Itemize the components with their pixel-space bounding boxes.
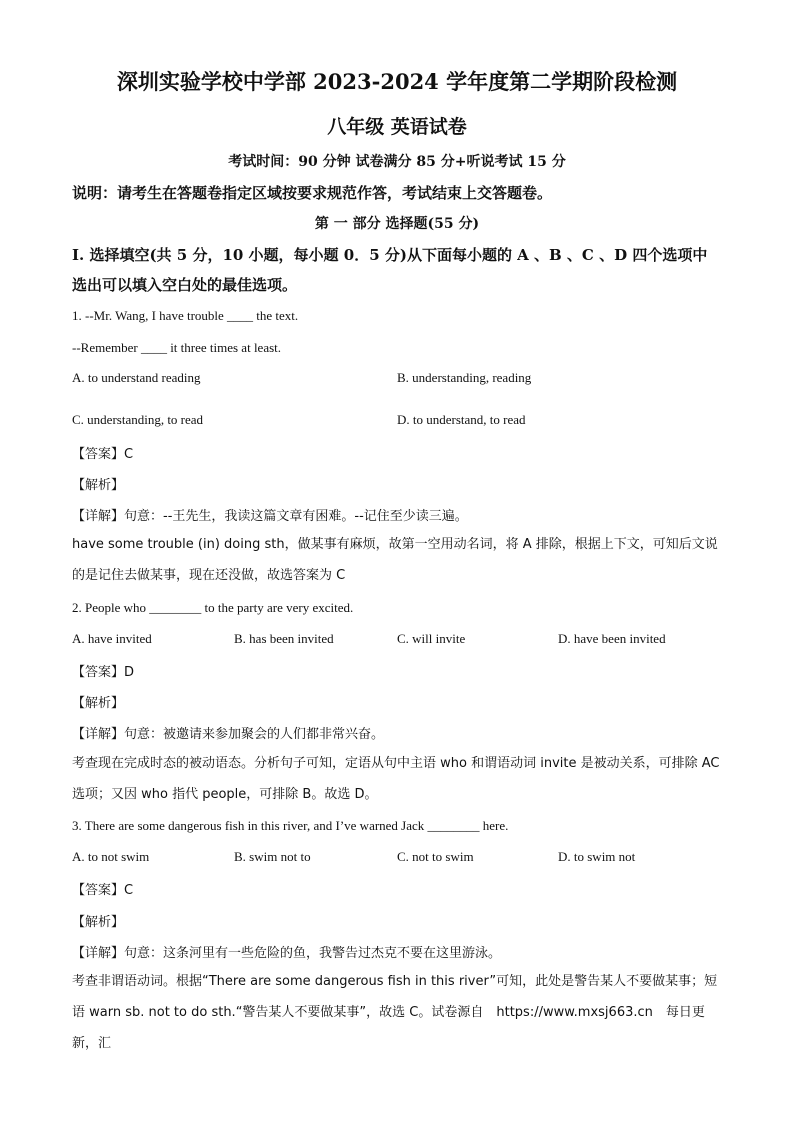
question-3-explanation: 考查非谓语动词。根据“There are some dangerous fish in this river”可知，此处是警告某人不要做某事；短语 warn sb. not to do sth.“警告某人不要做某事”，故选 C。试卷源自 https://www.mxsj663.cn 每日更新，汇 [72,974,718,1051]
question-2-option-c: C. will invite [397,631,466,646]
question-1-answer: 【答案】C [72,447,134,462]
question-3-option-a: A. to not swim [72,849,150,864]
question-3-option-c: C. not to swim [397,849,474,864]
section-heading-line2: 选出可以填入空白处的最佳选项。 [72,276,298,294]
question-3-stem: 3. There are some dangerous fish in this river, and I’ve warned Jack ________ here. [72,818,509,833]
question-2-stem: 2. People who ________ to the party are very excited. [72,600,354,615]
question-2-detail: 【详解】句意：被邀请来参加聚会的人们都非常兴奋。 [72,727,385,742]
question-1-stem-line1: 1. --Mr. Wang, I have trouble ____ the text. [72,308,299,323]
question-2-explanation: 考查现在完成时态的被动语态。分析句子可知，定语从句中主语 who 和谓语动词 invite 是被动关系，可排除 AC 选项；又因 who 指代 people，可排除 B。故选 D。 [72,756,720,802]
question-1-option-d: D. to understand, to read [397,412,526,427]
question-2-option-a: A. have invited [72,631,152,646]
question-1-stem-line2: --Remember ____ it three times at least. [72,340,282,355]
exam-subtitle: 八年级 英语试卷 [327,116,467,138]
question-1-detail: 【详解】句意：--王先生，我读这篇文章有困难。--记住至少读三遍。 [72,509,468,524]
exam-info: 考试时间：90 分钟 试卷满分 85 分+听说考试 15 分 [228,154,566,170]
question-3-option-b: B. swim not to [234,849,311,864]
question-1-option-c: C. understanding, to read [72,412,204,427]
question-3-answer: 【答案】C [72,883,134,898]
question-2-analysis-label: 【解析】 [72,696,125,711]
question-3-analysis-label: 【解析】 [72,915,125,930]
question-2-option-d: D. have been invited [558,631,666,646]
question-1-analysis-label: 【解析】 [72,478,125,493]
question-1-option-b: B. understanding, reading [397,370,532,385]
exam-instructions: 说明：请考生在答题卷指定区域按要求规范作答，考试结束上交答题卷。 [72,184,553,202]
part-title: 第 一 部分 选择题(55 分) [314,216,480,232]
question-2-answer: 【答案】D [72,665,135,680]
exam-title: 深圳实验学校中学部 2023-2024 学年度第二学期阶段检测 [116,69,678,94]
question-3-option-d: D. to swim not [558,849,636,864]
section-heading-line1: I. 选择填空(共 5 分，10 小题，每小题 0．5 分)从下面每小题的 A 、B 、C 、D 四个选项中 [72,246,708,264]
question-1-option-a: A. to understand reading [72,370,201,385]
question-2-option-b: B. has been invited [234,631,334,646]
question-3-detail: 【详解】句意：这条河里有一些危险的鱼，我警告过杰克不要在这里游泳。 [72,946,502,961]
question-1-explanation: have some trouble (in) doing sth，做某事有麻烦，故第一空用动名词，将 A 排除，根据上下文，可知后文说的是记住去做某事，现在还没做，故选答案为 C [72,537,718,583]
